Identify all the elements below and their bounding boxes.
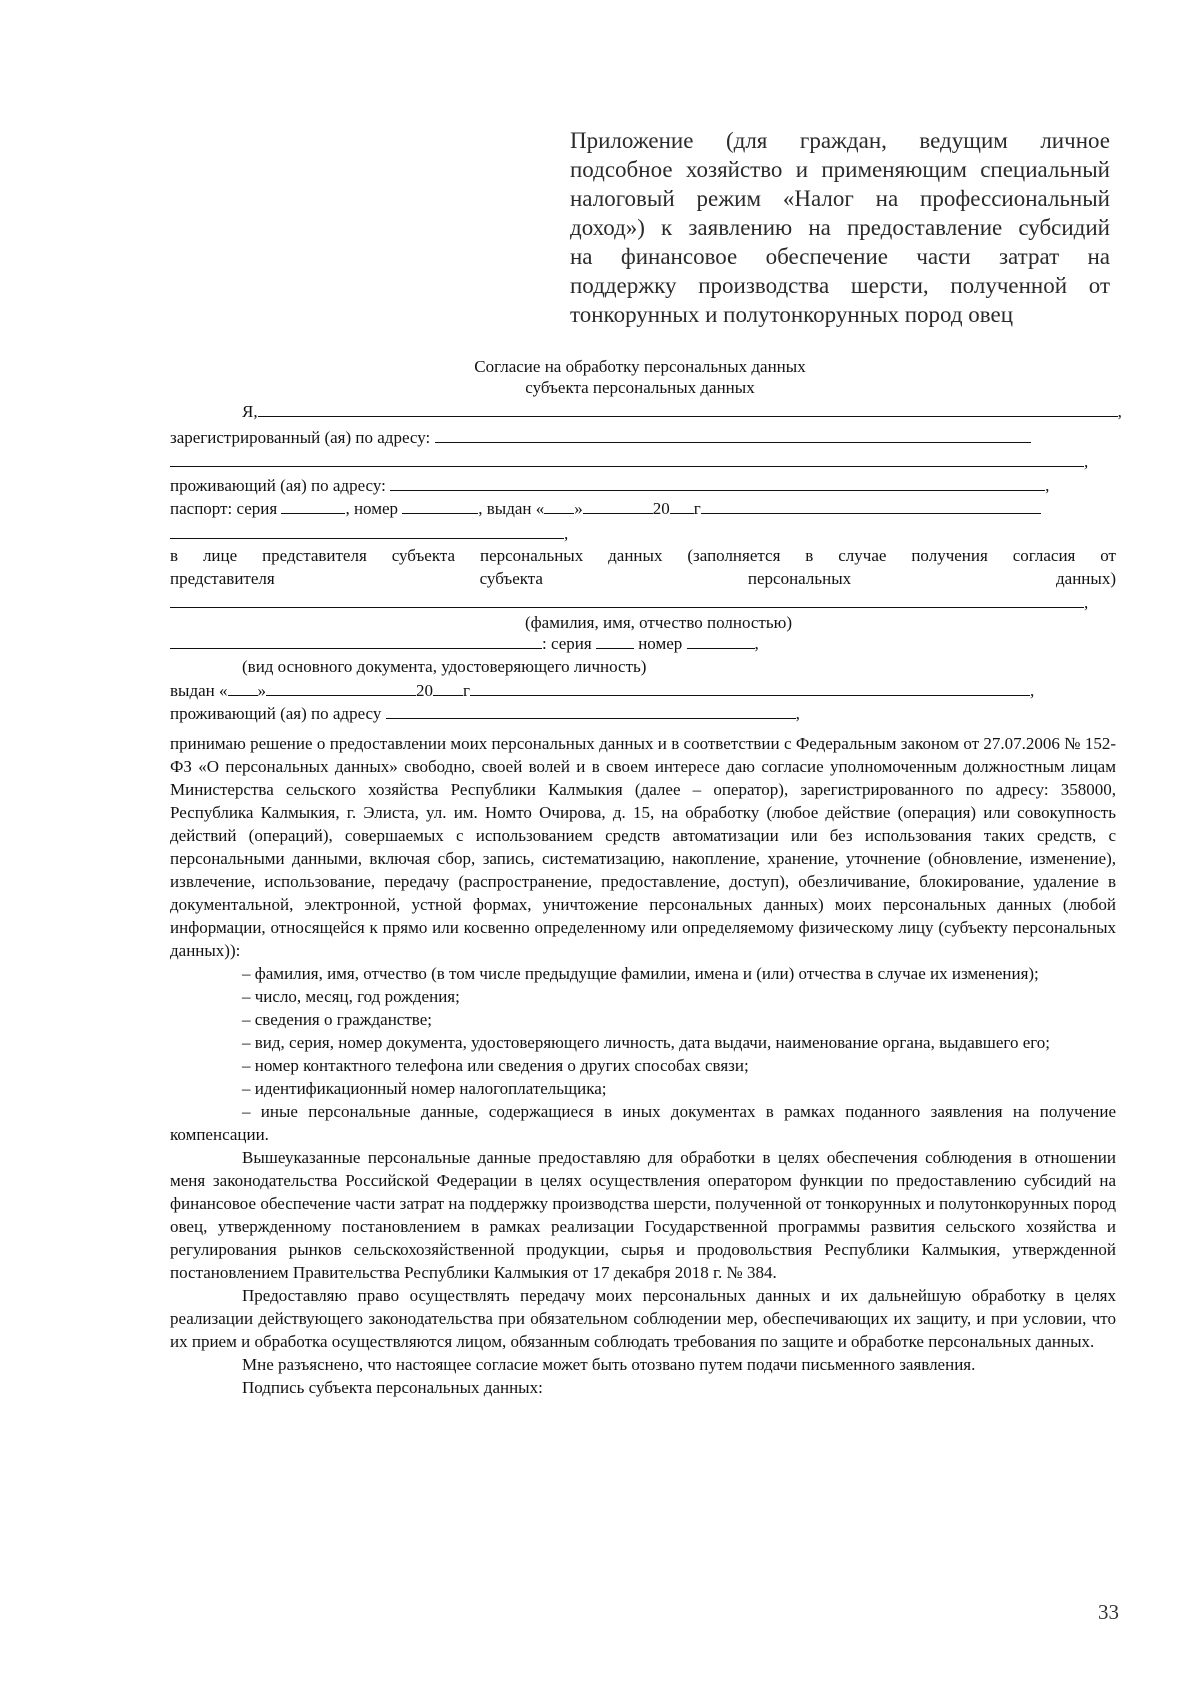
rep-series-field[interactable] (596, 634, 634, 649)
revocation-paragraph: Мне разъяснено, что настоящее согласие может быть отозвано путем подачи письменного заявления. (242, 1355, 976, 1374)
passport-series-label: паспорт: серия (170, 499, 278, 518)
comma: , (1084, 452, 1089, 471)
rep-residing-row (170, 704, 800, 724)
appendix-note (570, 126, 1110, 329)
representative-name-row (170, 593, 1088, 613)
year-prefix: 20 (416, 681, 433, 700)
fio-hint: (фамилия, имя, отчество полностью) (525, 613, 792, 632)
rep-word: персональных (747, 569, 852, 588)
quote-close: » (257, 681, 266, 700)
data-list-item: – иные персональные данные, содержащиеся в иных документах в рамках поданного заявления на получение компенсации. (170, 1102, 1116, 1144)
representative-row-2 (170, 569, 1116, 589)
rep-document-type-field[interactable] (170, 634, 542, 649)
purpose-paragraph: Вышеуказанные персональные данные предоставляю для обработки в целях обеспечения соблюдения в отношении меня законодательства Российской Федерации в целях осуществления оператором функции по предоставлению субсидий на финансовое обеспечение части затрат на поддержку производства шерсти, полученной от тонкорунных и полутонкорунных пород овец, утвержденному постановлением в рамках реализации Государственной программы развития сельского хозяйства и регулирования рынков сельскохозяйственной продукции, сырья и продовольствия Республики Калмыкия, утвержденной постановлением Правительства Республики Калмыкия от 17 декабря 2018 г. № 384. (170, 1148, 1116, 1282)
rep-document-row (170, 634, 759, 654)
data-list-item: – вид, серия, номер документа, удостоверяющего личность, дата выдачи, наименование органа, выдавшего его; (242, 1033, 1051, 1052)
data-list-item: – фамилия, имя, отчество (в том числе предыдущие фамилии, имена и (или) отчества в случае их изменения); (242, 964, 1039, 983)
year-prefix: 20 (652, 499, 670, 518)
registered-label: зарегистрированный (ая) по адресу: (170, 428, 431, 447)
series-label: : серия (542, 634, 592, 653)
registered-address-row-2 (170, 452, 1088, 472)
rep-residing-field[interactable] (386, 704, 796, 719)
comma: , (1117, 402, 1122, 421)
issued-month-field[interactable] (583, 499, 653, 514)
issued-day-field[interactable] (544, 499, 574, 514)
quote-close: » (574, 499, 583, 518)
registered-address-row (170, 428, 1031, 448)
residing-label: проживающий (ая) по адресу (170, 704, 382, 723)
data-list-item: – номер контактного телефона или сведения о других способах связи; (242, 1056, 749, 1075)
issued-year-field[interactable] (670, 499, 694, 514)
comma: , (754, 634, 759, 653)
issued-by-row-2 (170, 524, 568, 544)
residing-address-field[interactable] (390, 476, 1045, 491)
rep-number-field[interactable] (687, 634, 755, 649)
issued-label: выдан « (170, 681, 228, 700)
full-name-field[interactable] (258, 402, 1118, 417)
appendix-line: тонкорунных и полутонкорунных пород овец (570, 302, 1014, 327)
appendix-line: на финансовое обеспечение части затрат на (570, 244, 1110, 269)
document-title (360, 356, 920, 398)
comma: , (1045, 476, 1050, 495)
comma: , (795, 704, 800, 723)
issued-label: , выдан « (478, 499, 545, 518)
issued-by-field[interactable] (701, 499, 1041, 514)
appendix-line: подсобное хозяйство и применяющим специальный (570, 157, 1110, 182)
rep-word: представителя (170, 569, 275, 588)
registered-address-field[interactable] (435, 428, 1031, 443)
number-label: , номер (345, 499, 399, 518)
data-list-item: – число, месяц, год рождения; (242, 987, 460, 1006)
data-list-item: – идентификационный номер налогоплательщика; (242, 1079, 607, 1098)
page-number: 33 (1098, 1600, 1119, 1624)
transfer-paragraph: Предоставляю право осуществлять передачу моих персональных данных и их дальнейшую обработку в целях реализации действующего законодательства при обязательном соблюдении мер, обеспечивающих их защиту, и при условии, что их прием и обработка осуществляются лицом, обязанным соблюдать требования по защите и обработке персональных данных. (170, 1286, 1116, 1351)
representative-row (170, 546, 1116, 566)
rep-issued-year-field[interactable] (433, 681, 463, 696)
comma: , (1084, 593, 1089, 612)
comma: , (1029, 681, 1035, 700)
rep-issued-day-field[interactable] (228, 681, 258, 696)
appendix-line: Приложение (для граждан, ведущим личное (570, 128, 1110, 153)
passport-number-field[interactable] (402, 499, 478, 514)
name-row (242, 402, 1122, 422)
rep-issued-row (170, 681, 1034, 701)
rep-word: субъекта (479, 569, 543, 588)
registered-address-field-2[interactable] (170, 452, 1084, 467)
residing-address-row (170, 476, 1049, 496)
doc-hint: (вид основного документа, удостоверяющего личность) (242, 657, 647, 676)
nomer-label: номер (638, 634, 683, 653)
passport-row (170, 499, 1041, 519)
appendix-line: поддержку производства шерсти, полученной от (570, 273, 1110, 298)
year-suffix: г (693, 499, 701, 518)
year-suffix: г (463, 681, 470, 700)
consent-body (170, 732, 1116, 1399)
comma: , (564, 524, 569, 543)
rep-word: данных) (1056, 569, 1116, 588)
title-line-1: Согласие на обработку персональных данных (474, 357, 806, 376)
appendix-line: доход») к заявлению на предоставление субсидий (570, 215, 1110, 240)
issued-by-field-2[interactable] (170, 524, 564, 539)
representative-text: в лице представителя субъекта персональных данных (заполняется в случае получения согласия от (170, 546, 1116, 565)
title-line-2: субъекта персональных данных (525, 378, 755, 397)
consent-paragraph: принимаю решение о предоставлении моих персональных данных и в соответствии с Федеральным законом от 27.07.2006 № 152-ФЗ «О персональных данных» свободно, своей волей и в своем интересе даю согласие уполномоченным должностным лицам Министерства сельского хозяйства Республики Калмыкия (далее – оператор), зарегистрированного по адресу: 358000, Республика Калмыкия, г. Элиста, ул. им. Номто Очирова, д. 15, на обработку (любое действие (операция) или совокупность действий (операций), совершаемых с использованием средств автоматизации или без использования таких средств, с персональными данными, включая сбор, запись, систематизацию, накопление, хранение, уточнение (обновление, изменение), извлечение, использование, передачу (распространение, предоставление, доступ), обезличивание, блокирование, удаление в документальной, электронной, устной формах, уничтожение персональных данных) моих персональных данных (любой информации, относящейся к прямо или косвенно определенному или определяемому физическому лицу (субъекту персональных данных)): (170, 734, 1116, 960)
appendix-line: налоговый режим «Налог на профессиональный (570, 186, 1110, 211)
signature-label: Подпись субъекта персональных данных: (242, 1378, 543, 1397)
rep-issued-by-field[interactable] (470, 681, 1030, 696)
ya-label: Я, (242, 402, 258, 421)
rep-issued-month-field[interactable] (266, 681, 416, 696)
data-list-item: – сведения о гражданстве; (242, 1010, 432, 1029)
residing-label: проживающий (ая) по адресу: (170, 476, 386, 495)
representative-name-field[interactable] (170, 593, 1084, 608)
passport-series-field[interactable] (281, 499, 345, 514)
